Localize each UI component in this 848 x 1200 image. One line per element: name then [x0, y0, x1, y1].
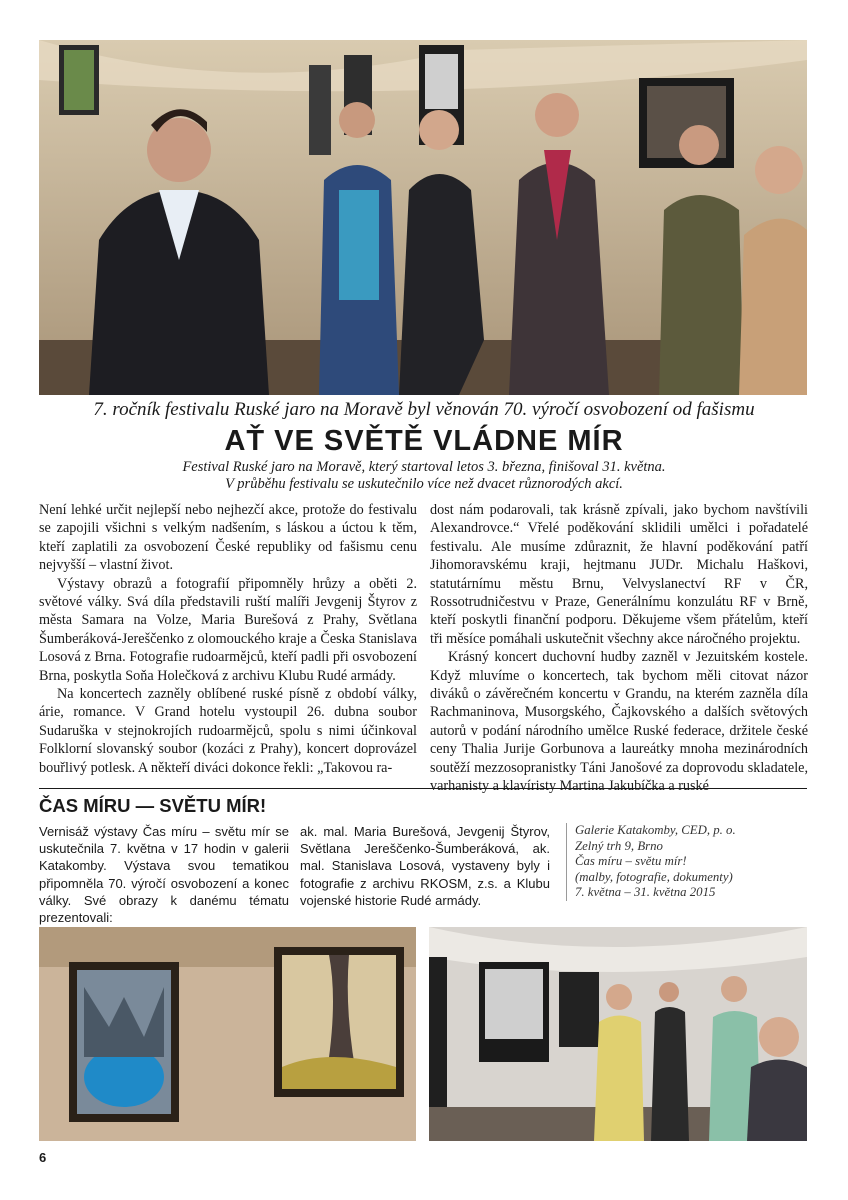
- visitors-photo-illustration: [429, 927, 807, 1141]
- section-divider: [39, 788, 807, 789]
- paragraph: Výstavy obrazů a fotografií připomněly hrůzy a oběti 2. světové války. Svá díla představili ruští malíři Jevgenij Štyrov z města Samara na Volze, Maria Burešová z Prahy, Světlana Šumberáková-Jereščenko z olomouckého kraje a Česka Stanislava Losová z Brna. Fotografie rudoarmějců, kteří padli při osvobození Brna, poskytla Soňa Holečková z archivu Klubu Rudé armády.: [39, 575, 417, 684]
- subtitle-line: V průběhu festivalu se uskutečnilo více než dvacet různorodých akcí.: [225, 476, 623, 492]
- info-line: (malby, fotografie, dokumenty): [575, 869, 733, 884]
- article-headline: AŤ VE SVĚTĚ VLÁDNE MÍR: [224, 425, 624, 457]
- section-title: ČAS MÍRU — SVĚTU MÍR!: [39, 795, 267, 816]
- paragraph: Krásný koncert duchovní hudby zazněl v Jezuitském kostele. Když mluvíme o koncertech, tak bychom měli citovat názor diváků o závěrečném koncertu v Grandu, na kterém zazněla díla Rachmaninova, Musorgského, Čajkovského a dalších světových autorů v podání národního umělce Ruské federace, držitele české ceny Thalia Jurije Gorbunova a laureátky mnoha mezinárodních soutěží mezzosopranistky Táni Janošové za doprovodu skladatele, varhanisty a klavíristy Martina Jakubíčka a ruské: [430, 649, 808, 795]
- subtitle-line: Festival Ruské jaro na Moravě, který startoval letos 3. března, finišoval 31. května.: [182, 459, 666, 475]
- main-photo: [39, 40, 807, 395]
- visitors-photo: [429, 927, 807, 1141]
- paragraph: Není lehké určit nejlepší nebo nejhezčí akce, protože do festivalu se zapojili všichni s velkým nadšením, s láskou a úctou k těm, kteří zaplatili za osvobození České republiky od fašismu cenu nejvyšší – vlastní život.: [39, 502, 417, 574]
- photo-caption: 7. ročník festivalu Ruské jaro na Moravě byl věnován 70. výročí osvobození od fašismu: [93, 399, 755, 420]
- article-column-2: [430, 501, 808, 796]
- paragraph: ak. mal. Maria Burešová, Jevgenij Štyrov, Světlana Jereščenko-Šumberáková, ak. mal. Stanislava Losová, vystaveny byly i fotografie z archivu RKOSM, z.s. a Klubu vojenské historie Rudé armády.: [300, 824, 550, 908]
- paragraph: Vernisáž výstavy Čas míru – světu mír se uskutečnila 7. května v 17 hodin v galerii Katakomby. Výstava svou tematikou připomněla 70. výročí osvobození a konec války. Své obrazy k danému tématu prezentovali:: [39, 824, 289, 926]
- exhibition-info-box: [566, 823, 815, 901]
- paintings-photo: [39, 927, 416, 1141]
- main-photo-illustration: [39, 40, 807, 395]
- paragraph: Na koncertech zazněly oblíbené ruské písně z období války, árie, romance. V Grand hotelu vystoupil 26. dubna soubor Sudaruška v stejnokrojích rudoarmějců, spolu s nimi účinkoval Folklorní slovanský soubor (kozáci z Prahy), koncert doprovázel bouřlivý potlesk. A někteří diváci dokonce řekli: „Takovou ra-: [39, 686, 417, 776]
- page-number: 6: [39, 1150, 47, 1165]
- info-line: 7. května – 31. května 2015: [575, 885, 716, 900]
- section-column-1: [39, 823, 289, 926]
- info-line: Galerie Katakomby, CED, p. o.: [575, 823, 736, 837]
- info-line: Zelný trh 9, Brno: [575, 838, 663, 853]
- section-column-2: [300, 823, 550, 909]
- article-column-1: [39, 501, 417, 777]
- paintings-photo-illustration: [39, 927, 416, 1141]
- paragraph: dost nám podarovali, tak krásně zpívali, jako bychom navštívili Alexandrovce.“ Vřelé poděkování sklidili umělci i pořadatelé festivalu. Ale musíme zdůraznit, že hlavní poděkování patří Jihomoravskému kraji, hejtmanu JUDr. Michalu Haškovi, statutárnímu městu Brnu, Velvyslanectví RF v ČR, Rossotrudničestvu v Praze, Generálnímu konzulátu RF v Brně, kteří poskytli finanční podporu. Děkujeme všem přátelům, kteří tři měsíce pomáhali uskutečnit všechny akce náročného projektu.: [430, 502, 808, 647]
- article-subtitle: [39, 459, 809, 493]
- info-line: Čas míru – světu mír!: [575, 854, 687, 869]
